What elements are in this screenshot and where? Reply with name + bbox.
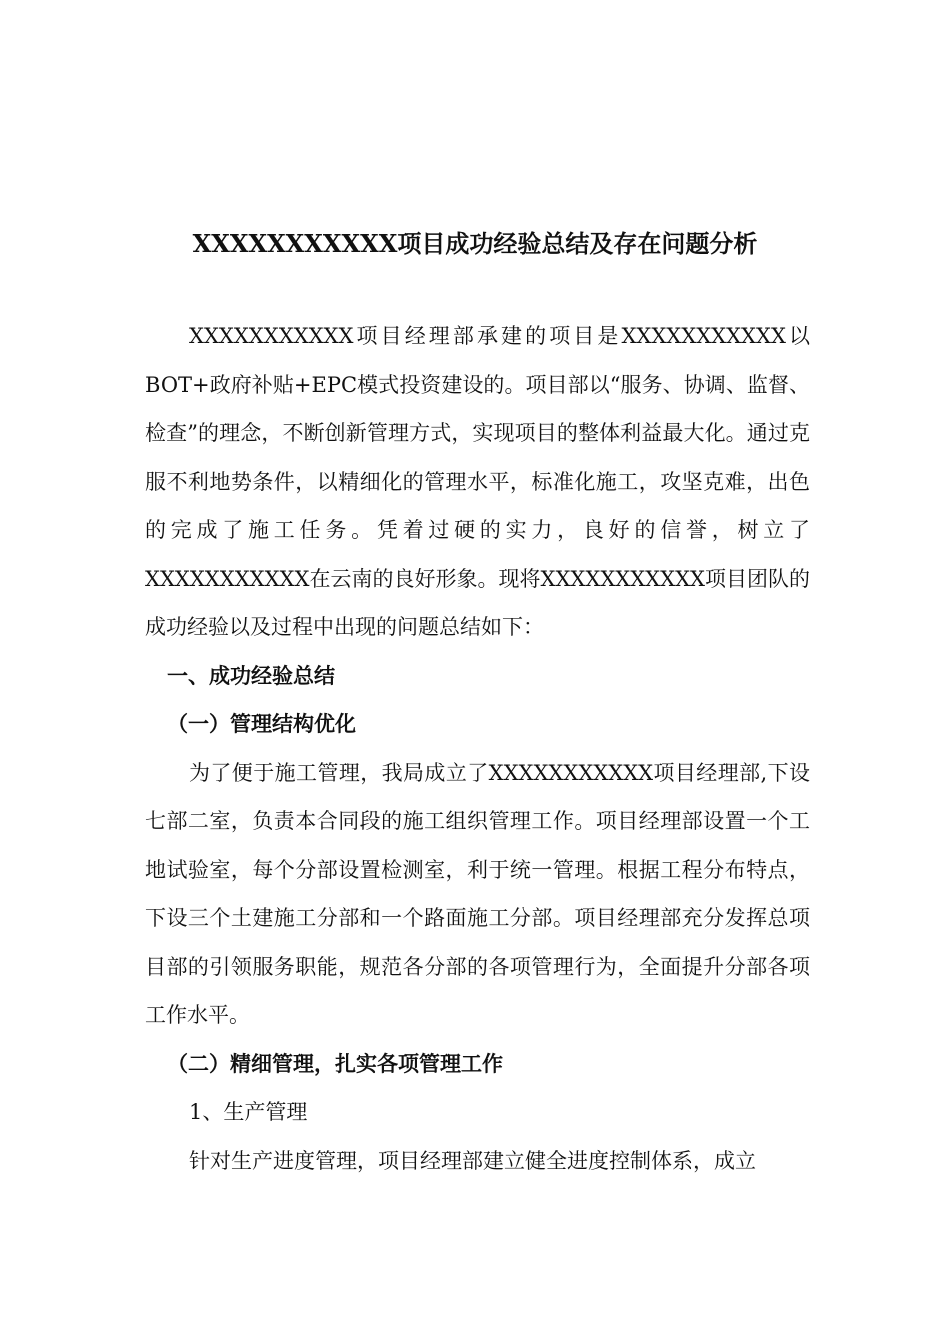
section-heading-success-experience: 一、成功经验总结 <box>167 662 335 688</box>
production-management-paragraph: 针对生产进度管理，项目经理部建立健全进度控制体系，成立 <box>189 1148 756 1173</box>
subsection-heading-management-structure: （一）管理结构优化 <box>167 711 356 736</box>
subsection-heading-fine-management: （二）精细管理，扎实各项管理工作 <box>167 1050 503 1076</box>
intro-paragraph: XXXXXXXXXXX项目经理部承建的项目是XXXXXXXXXXX以BOT+政府补贴+EPC模式投资建设的。项目部以“服务、协调、监督、检查”的理念，不断创新管理方式，实现项目的整体利益最大化。通过克服不利地势条件，以精细化的管理水平，标准化施工，攻坚克难，出色的完成了施工任务。凭着过硬的实力，良好的信誉，树立了XXXXXXXXXXX在云南的良好形象。现将XXXXXXXXXXX项目团队的成功经验以及过程中出现的问题总结如下： <box>145 324 810 639</box>
document-body <box>145 312 810 1185</box>
item-heading-production-management: 1、生产管理 <box>189 1100 308 1124</box>
document-title: XXXXXXXXXXX项目成功经验总结及存在问题分析 <box>192 229 758 258</box>
management-structure-paragraph: 为了便于施工管理，我局成立了XXXXXXXXXXX项目经理部,下设七部二室，负责本合同段的施工组织管理工作。项目经理部设置一个工地试验室，每个分部设置检测室，利于统一管理。根据工程分布特点，下设三个土建施工分部和一个路面施工分部。项目经理部充分发挥总项目部的引领服务职能，规范各分部的各项管理行为，全面提升分部各项工作水平。 <box>145 760 810 1027</box>
